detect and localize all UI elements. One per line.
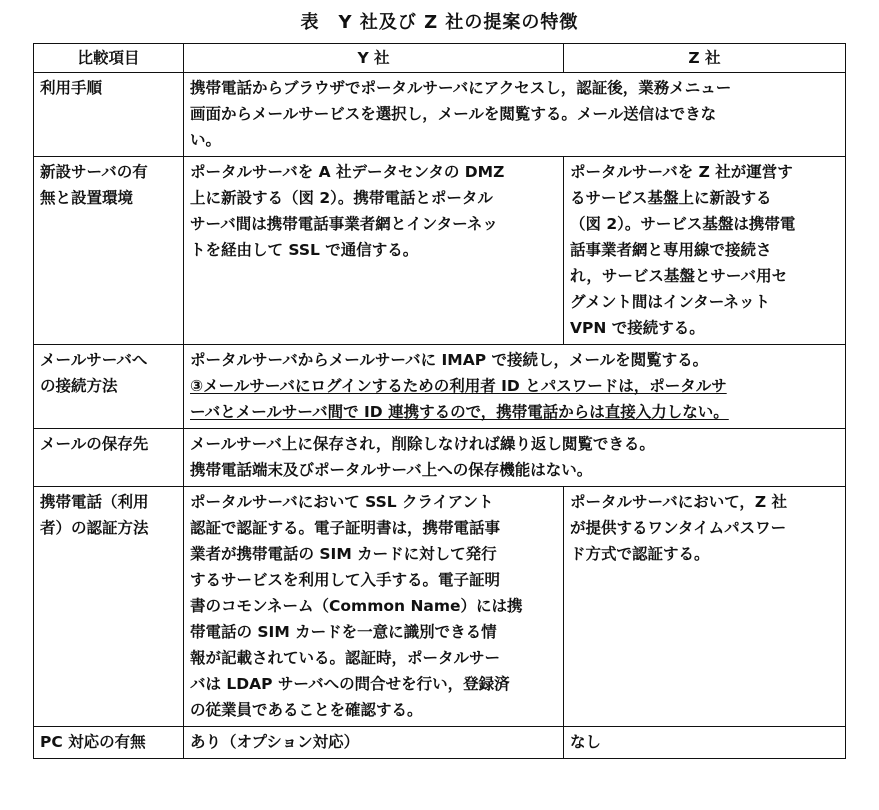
company-z-cell xyxy=(564,157,846,345)
company-z-line: 話事業者網と専用線で接続さ xyxy=(570,241,772,259)
table-row-phone-authentication xyxy=(34,487,846,727)
company-y-cell xyxy=(184,727,564,759)
company-y-line: あり（オプション対応） xyxy=(190,733,360,751)
company-z-line: ポータルサーバにおいて，Z 社 xyxy=(570,493,788,511)
shared-content-cell xyxy=(184,429,846,487)
company-z-line: るサービス基盤上に新設する xyxy=(570,189,772,207)
content-line: ポータルサーバからメールサーバに IMAP で接続し，メールを閲覧する。 xyxy=(190,351,709,369)
company-z-line: なし xyxy=(570,733,602,751)
company-y-line: 認証で認証する。電子証明書は，携帯電話事 xyxy=(190,519,501,537)
row-label-line: 携帯電話（利用 xyxy=(40,493,149,511)
company-y-line: ポータルサーバを A 社データセンタの DMZ xyxy=(190,163,505,181)
company-y-line: トを経由して SSL で通信する。 xyxy=(190,241,419,259)
table-caption: 表 Y 社及び Z 社の提案の特徴 xyxy=(300,12,579,33)
company-z-line: が提供するワンタイムパスワー xyxy=(570,519,787,537)
row-label xyxy=(34,345,184,429)
row-label xyxy=(34,727,184,759)
company-y-line: 帯電話の SIM カードを一意に識別できる情 xyxy=(190,623,497,641)
company-y-line: 報が記載されている。認証時，ポータルサー xyxy=(190,649,501,667)
company-z-cell xyxy=(564,727,846,759)
content-line: 携帯電話からブラウザでポータルサーバにアクセスし，認証後，業務メニュー xyxy=(190,79,732,97)
header-comparison-item: 比較項目 xyxy=(34,44,184,73)
company-y-line: サーバ間は携帯電話事業者網とインターネッ xyxy=(190,215,498,233)
content-line: 携帯電話端末及びポータルサーバ上への保存機能はない。 xyxy=(190,461,593,479)
company-z-line: VPN で接続する。 xyxy=(570,319,705,337)
shared-content-cell xyxy=(184,73,846,157)
content-line: 画面からメールサービスを選択し，メールを閲覧する。メール送信はできな xyxy=(190,105,717,123)
table-body xyxy=(34,73,846,759)
row-label-line: メールサーバへ xyxy=(40,351,148,369)
company-z-line: グメント間はインターネット xyxy=(570,293,770,311)
company-z-cell xyxy=(564,487,846,727)
table-row-mail-storage xyxy=(34,429,846,487)
table-row-mail-server-connection xyxy=(34,345,846,429)
shared-content-cell xyxy=(184,345,846,429)
table-header-row xyxy=(34,44,846,73)
row-label xyxy=(34,429,184,487)
feature-comparison-table xyxy=(33,43,846,759)
company-y-line: 書のコモンネーム（Common Name）には携 xyxy=(190,597,523,615)
row-label-line: 利用手順 xyxy=(40,79,103,97)
header-company-z: Z 社 xyxy=(564,44,846,73)
row-label xyxy=(34,73,184,157)
content-line: い。 xyxy=(190,131,222,149)
company-y-line: の従業員であることを確認する。 xyxy=(190,701,423,719)
company-y-cell xyxy=(184,487,564,727)
table-row-new-server-environment xyxy=(34,157,846,345)
table-row-usage-procedure xyxy=(34,73,846,157)
content-line: メールサーバ上に保存され，削除しなければ繰り返し閲覧できる。 xyxy=(190,435,655,453)
row-label-line: 新設サーバの有 xyxy=(40,163,148,181)
company-y-line: 業者が携帯電話の SIM カードに対して発行 xyxy=(190,545,497,563)
underlined-content-line: ーバとメールサーバ間で ID 連携するので，携帯電話からは直接入力しない。 xyxy=(190,403,729,421)
company-y-cell xyxy=(184,157,564,345)
underlined-content-line: ③メールサーバにログインするための利用者 ID とパスワードは，ポータルサ xyxy=(190,377,727,395)
table-row-pc-support xyxy=(34,727,846,759)
company-z-line: ド方式で認証する。 xyxy=(570,545,710,563)
company-y-line: ポータルサーバにおいて SSL クライアント xyxy=(190,493,494,511)
row-label-line: PC 対応の有無 xyxy=(40,733,146,751)
header-company-y: Y 社 xyxy=(184,44,564,73)
company-y-line: 上に新設する（図 2）。携帯電話とポータル xyxy=(190,189,493,207)
row-label-line: 者）の認証方法 xyxy=(40,519,149,537)
company-z-line: （図 2）。サービス基盤は携帯電 xyxy=(570,215,796,233)
row-label xyxy=(34,157,184,345)
row-label xyxy=(34,487,184,727)
row-label-line: の接続方法 xyxy=(40,377,118,395)
company-z-line: ポータルサーバを Z 社が運営す xyxy=(570,163,793,181)
row-label-line: 無と設置環境 xyxy=(40,189,134,207)
company-y-line: バは LDAP サーバへの問合せを行い，登録済 xyxy=(190,675,510,693)
company-z-line: れ，サービス基盤とサーバ用セ xyxy=(570,267,788,285)
company-y-line: するサービスを利用して入手する。電子証明 xyxy=(190,571,501,589)
row-label-line: メールの保存先 xyxy=(40,435,149,453)
